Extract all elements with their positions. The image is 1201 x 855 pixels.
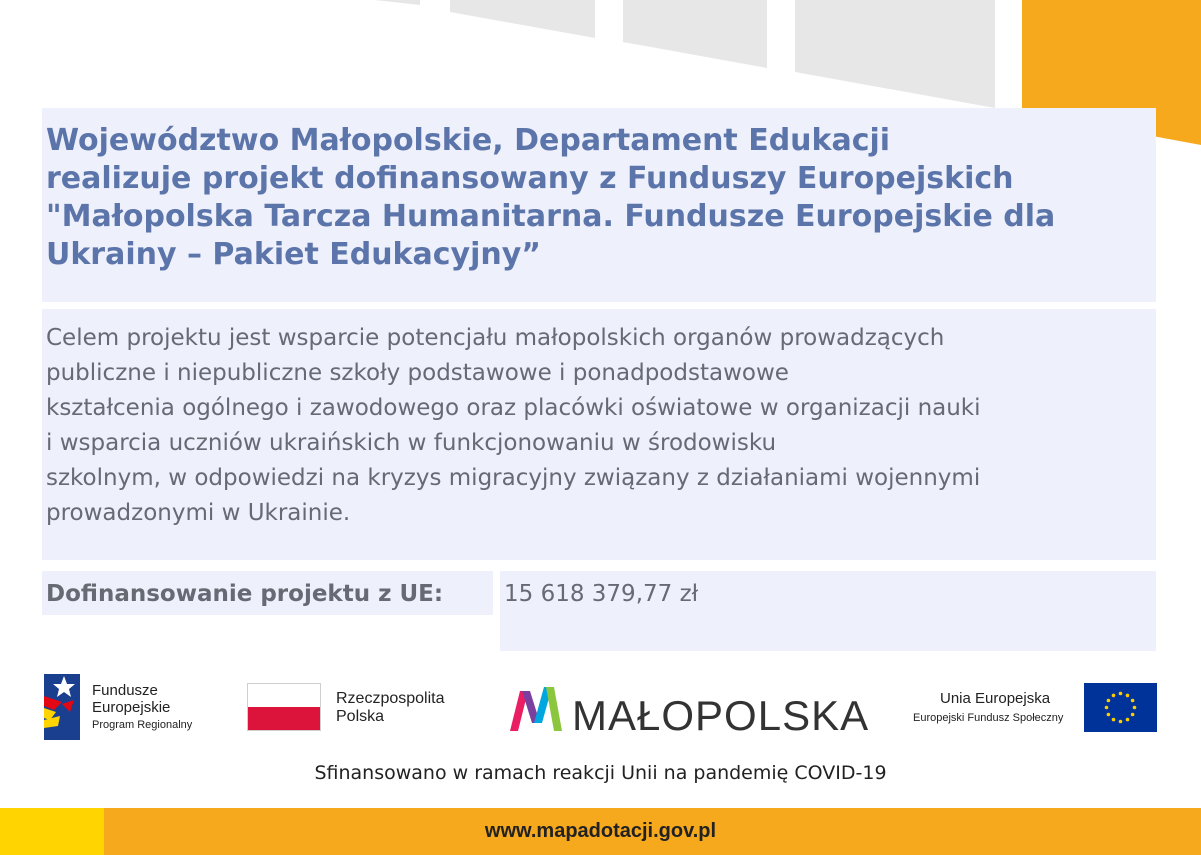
rp-logo-line2: Polska [336,708,385,725]
funding-label-panel [42,571,493,615]
website-link[interactable]: www.mapadotacji.gov.pl [484,820,717,842]
description-line: szkolnym, w odpowiedzi na kryzys migracyjny związany z działaniami wojennymi [46,465,981,491]
funding-value-panel [500,571,1156,651]
description-line: kształcenia ogólnego i zawodowego oraz placówki oświatowe w organizacji nauki [46,395,981,421]
rp-logo-line1: Rzeczpospolita [336,690,445,707]
description-line: publiczne i niepubliczne szkoły podstawowe i ponadpodstawowe [46,360,789,386]
covid-funding-note: Sfinansowano w ramach reakcji Unii na pandemię COVID-19 [314,762,887,784]
ue-logo-line2: Europejski Fundusz Społeczny [913,712,1064,724]
funding-value: 15 618 379,77 zł [504,581,699,607]
footer-bar [0,808,1201,855]
malopolska-logo-icon [510,683,562,733]
project-title-panel [42,108,1156,302]
description-line: prowadzonymi w Ukrainie. [46,500,351,526]
polish-flag-icon [247,683,321,731]
project-title-line: realizuje projekt dofinansowany z Funduszy Europejskich [46,161,1014,196]
fe-logo-line2: Europejskie [92,699,171,716]
malopolska-logo-text: MAŁOPOLSKA [572,692,870,739]
fundusze-europejskie-logo-icon [44,674,80,740]
funding-label: Dofinansowanie projektu z UE: [46,581,444,607]
project-description-panel [42,309,1156,560]
description-line: i wsparcia uczniów ukraińskich w funkcjonowaniu w środowisku [46,430,777,456]
project-title-line: Województwo Małopolskie, Departament Edukacji [46,123,891,158]
fe-logo-line3: Program Regionalny [92,719,193,731]
ue-logo-line1: Unia Europejska [940,690,1051,707]
description-line: Celem projektu jest wsparcie potencjału małopolskich organów prowadzących [46,325,945,351]
project-title-line: Ukrainy – Pakiet Edukacyjny” [46,237,541,272]
eu-flag-icon [1084,683,1157,732]
project-title-line: "Małopolska Tarcza Humanitarna. Fundusze Europejskie dla [46,199,1056,234]
fe-logo-line1: Fundusze [92,682,158,699]
